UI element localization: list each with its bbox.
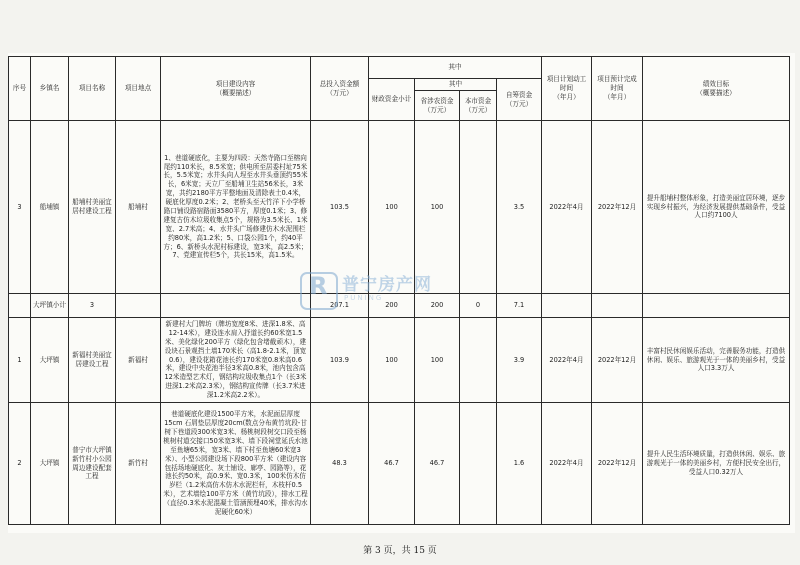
cell-location: 船埔村 [116, 121, 161, 294]
cell-agri: 100 [415, 121, 460, 294]
page-footer: 第 3 页，共 15 页 [363, 546, 437, 556]
watermark-subtext: PUNING [344, 294, 384, 302]
header-agri: 省涉农资金 （万元） [415, 91, 460, 121]
cell-content: 新建村大门牌坊（牌坊宽度8米、进深1.8米、高12-14米），建设连水肩入抒道长约60米宽1.5米、美化绿化200平方（绿化包含堵截顽木），建设块石景观挡土墙170米长（高1.8-2.1米，顶宽0.6），建设花箱花池长约170米宽0.8米高0.6米，建设中央花池半径3米高0.8米，池内包含高12米造型艺术灯，钢结构垃圾收集点1个（长3米进深1.2米高2.3米），钢结构宣传牌（长3.7米进深1.2米高2.2米）。 [161, 318, 311, 403]
cell-content: 巷道硬底化建设1500平方米，水泥面层厚度15cm 石屑垫层厚度20cm(数点分布黄竹坑段-甘树下巷道段300米宽3米、杨桃树段树交口段至杨桃树村道交接口50米宽3米、墙下段祠堂延氏水池至鱼塘65米，宽3米、墙下村至鱼塘60米宽3米）、小型公园建设场下段800平方米（建设内容包括场地硬底化、灰土铺设、廊亭、园路等），花池长约50米，高0.9米、宽0.3米，100米仿木仿岁栏（1.2米高仿木仿木水泥栏杆，木枝杆0.5米），艺术墙绘100平方米（黄竹坑段），排水工程（直径0.3米水泥混凝土管涵预埋40米，排水沟水泥硬化60米） [161, 403, 311, 525]
cell-start: 2022年4月 [542, 318, 592, 403]
cell-content [161, 294, 311, 318]
cell-start: 2022年4月 [542, 121, 592, 294]
cell-location: 新竹村 [116, 403, 161, 525]
cell-agri: 100 [415, 318, 460, 403]
cell-town: 船埔镇 [31, 121, 69, 294]
cell-goal [643, 294, 790, 318]
cell-total: 103.9 [311, 318, 369, 403]
cell-goal: 提升人民生活环境质量，打造供休闲、娱乐、旅游观光于一体的美丽乡村，方便村民安全出行，受益人口0.32万人 [643, 403, 790, 525]
cell-agri: 200 [415, 294, 460, 318]
cell-start: 2022年4月 [542, 403, 592, 525]
header-town: 乡镇名 [31, 57, 69, 121]
cell-location [116, 294, 161, 318]
cell-city [460, 403, 497, 525]
cell-fiscal: 46.7 [369, 403, 415, 525]
cell-finish [592, 294, 643, 318]
cell-goal: 丰富村民休闲娱乐活动，完善服务功能，打造供休闲、娱乐、旅游观光于一体的美丽乡村，受益人口3.3万人 [643, 318, 790, 403]
cell-content: 1、巷道硬底化，主要为四段：天然寺路口至榕向尾约110米长，8.5米宽；供电所至居委村址75米长，5.5米宽；水井头向人埕至水井头垂顶约55米长，6米宽；天立厂至船埔卫生站56米长，3米宽，共约2180平方平整地面及清除表土0.4米，硬底化厚度0.2米；2、老桥头至天竹洋下小学桥路口铺设路宿路面3580平方，厚度0.1米；3、修建复古仿木垃圾收集点5个，规格为3.5米长、1米宽、2.7米高；4、水井头广场修建仿木水泥围栏约80米，高1.2米；5、口袋公园1个，约40平方；6、新桥头水泥村标建设，宽3米，高2.5米；7、党建宣传栏5个，共长15米，高1.5米。 [161, 121, 311, 294]
header-city: 本市资金 （万元） [460, 91, 497, 121]
cell-town: 大坪镇 [31, 318, 69, 403]
cell-name: 新福村美丽宜居建设工程 [69, 318, 116, 403]
cell-total: 48.3 [311, 403, 369, 525]
cell-fiscal: 100 [369, 121, 415, 294]
header-content: 项目建设内容 （概要描述） [161, 57, 311, 121]
cell-self: 3.9 [497, 318, 542, 403]
cell-agri: 46.7 [415, 403, 460, 525]
cell-name: 船埔村美丽宜居村建设工程 [69, 121, 116, 294]
header-self: 自筹资金 （万元） [497, 79, 542, 121]
header-among2: 其中 [415, 79, 497, 91]
watermark-text: 普宁房产网 [342, 275, 432, 295]
header-fiscal-subtotal: 财政资金小计 [369, 79, 415, 121]
header-finish: 项目预计完成时间 （年月） [592, 57, 643, 121]
table-row [9, 121, 790, 294]
cell-name: 普宁市大坪镇新竹村小公园周边建设配套工程 [69, 403, 116, 525]
cell-total: 103.5 [311, 121, 369, 294]
cell-city [460, 121, 497, 294]
header-start: 项目计划动工时间 （年月） [542, 57, 592, 121]
project-table [8, 56, 790, 525]
cell-town: 大坪镇 [31, 403, 69, 525]
cell-city [460, 318, 497, 403]
cell-finish: 2022年12月 [592, 121, 643, 294]
cell-goal: 提升船埔村整体形象，打造美丽宜居环境，逐步实现乡村振兴，为经济发展提供基础条件，受益人口约7100人 [643, 121, 790, 294]
cell-town: 大坪镇小计 [31, 294, 69, 318]
cell-finish: 2022年12月 [592, 318, 643, 403]
table-row [9, 318, 790, 403]
cell-self: 3.5 [497, 121, 542, 294]
cell-self: 1.6 [497, 403, 542, 525]
header-name: 项目名称 [69, 57, 116, 121]
header-total: 总投入资金额 （万元） [311, 57, 369, 121]
subtotal-row [9, 294, 790, 318]
header-among: 其中 [369, 57, 542, 79]
table-row [9, 403, 790, 525]
watermark-letter: R [309, 272, 328, 300]
cell-finish: 2022年12月 [592, 403, 643, 525]
cell-seq [9, 294, 31, 318]
cell-seq: 2 [9, 403, 31, 525]
header-location: 项目地点 [116, 57, 161, 121]
cell-count: 3 [69, 294, 116, 318]
header-seq: 序号 [9, 57, 31, 121]
cell-location: 新福村 [116, 318, 161, 403]
cell-fiscal: 200 [369, 294, 415, 318]
cell-seq: 1 [9, 318, 31, 403]
header-goal: 绩效目标 （概要描述） [643, 57, 790, 121]
cell-start [542, 294, 592, 318]
cell-city: 0 [460, 294, 497, 318]
cell-fiscal: 100 [369, 318, 415, 403]
cell-self: 7.1 [497, 294, 542, 318]
cell-total: 207.1 [311, 294, 369, 318]
cell-seq: 3 [9, 121, 31, 294]
